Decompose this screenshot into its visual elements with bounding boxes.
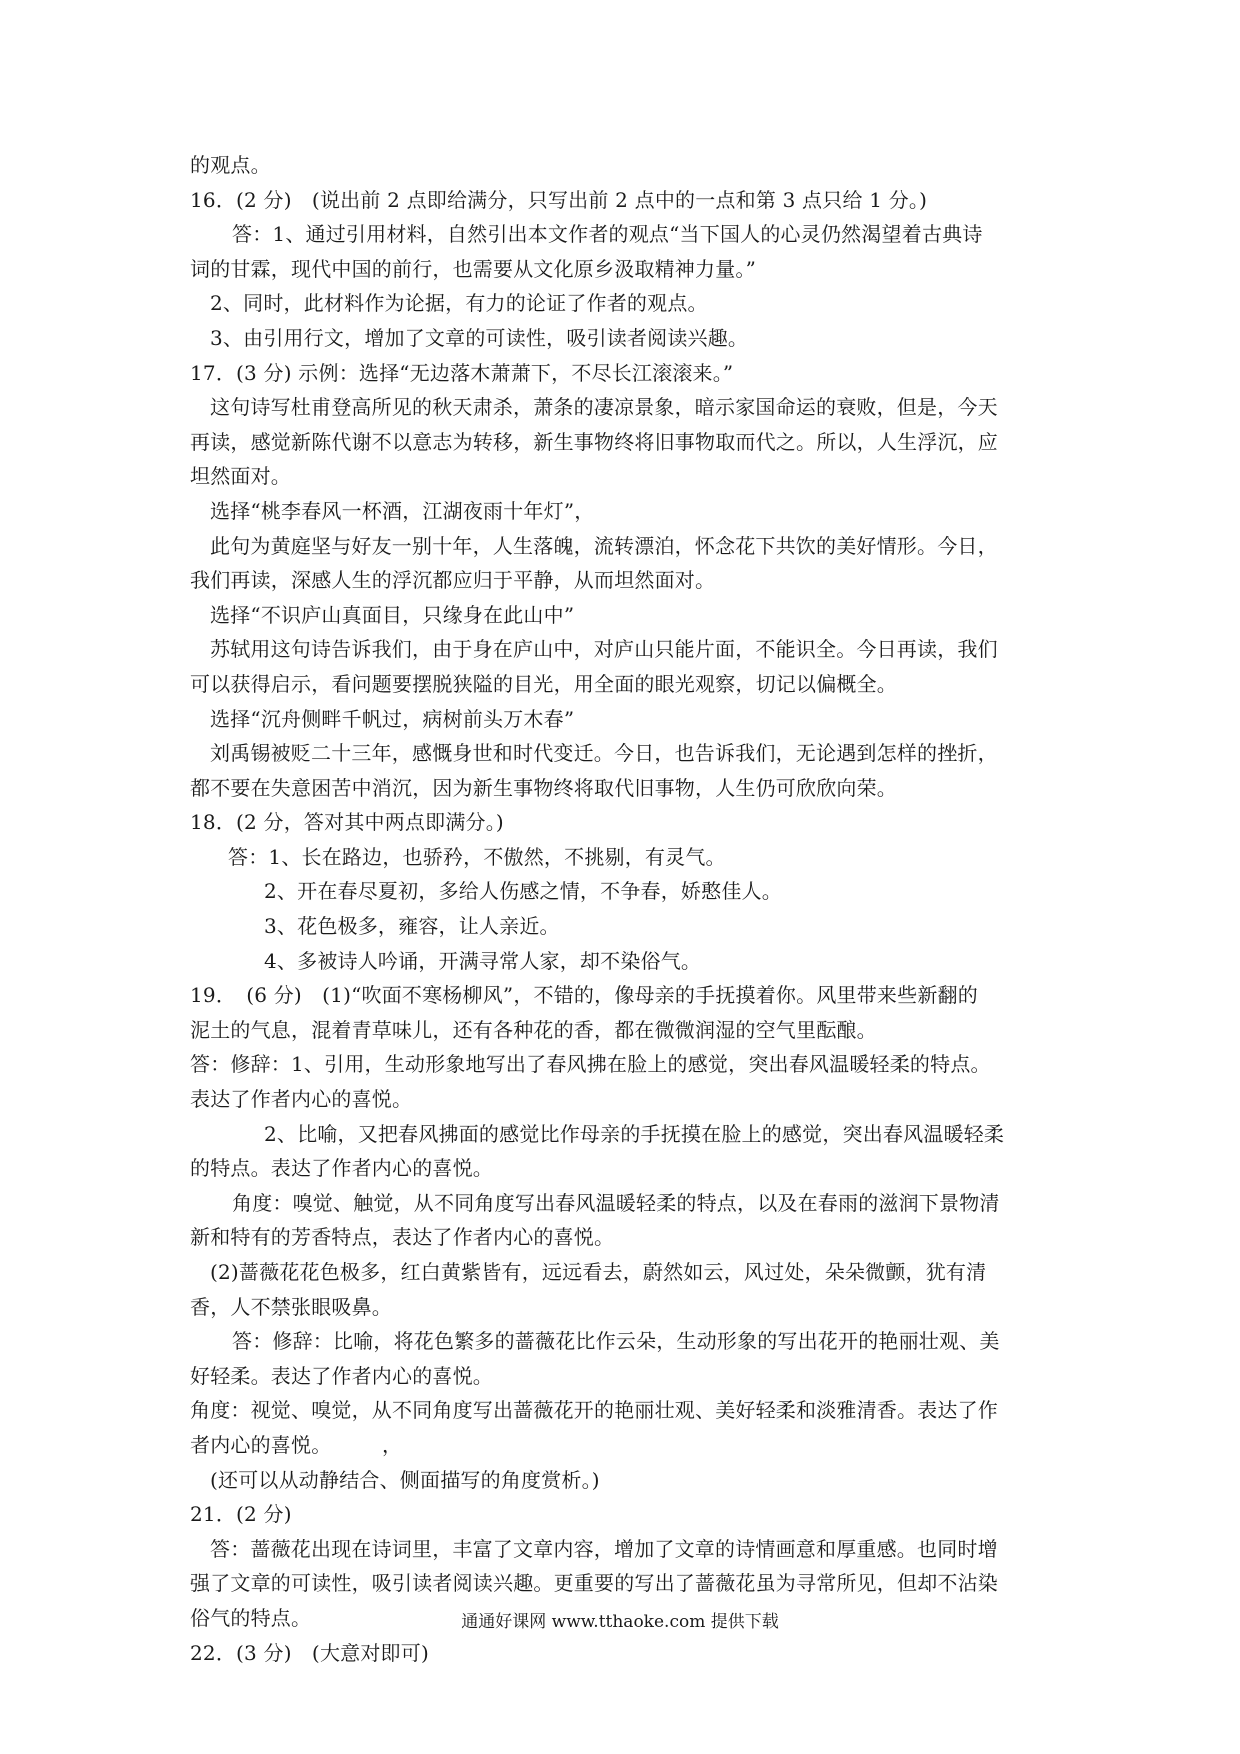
text-line: 17．(3 分) 示例：选择“无边落木萧萧下，不尽长江滚滚来。” [190,360,734,385]
text-line: 刘禹锡被贬二十三年，感慨身世和时代变迁。今日，也告诉我们，无论遇到怎样的挫折， [210,741,998,766]
text-line: 香，人不禁张眼吸鼻。 [190,1294,392,1319]
text-line: 答：修辞：比喻，将花色繁多的蔷薇花比作云朵，生动形象的写出花开的艳丽壮观、美 [232,1329,1000,1354]
text-line: 答：1、长在路边，也骄矜，不傲然，不挑剔，有灵气。 [228,844,726,869]
text-line: 好轻柔。表达了作者内心的喜悦。 [190,1363,493,1388]
text-line: 答：1、通过引用材料，自然引出本文作者的观点“当下国人的心灵仍然渴望着古典诗 [232,222,983,247]
text-line: 2、同时，此材料作为论据，有力的论证了作者的观点。 [210,291,708,316]
answer-key-body [190,148,1070,1670]
text-line: 新和特有的芳香特点，表达了作者内心的喜悦。 [190,1225,615,1250]
text-line: 角度：嗅觉、触觉，从不同角度写出春风温暖轻柔的特点，以及在春雨的滋润下景物清 [232,1190,1000,1215]
text-line: 22．(3 分) (大意对即可) [190,1640,429,1665]
text-line: 2、开在春尽夏初，多给人伤感之情，不争春，娇憨佳人。 [264,879,782,904]
text-line: 选择“不识庐山真面目，只缘身在此山中” [210,602,575,627]
text-line: 都不要在失意困苦中消沉，因为新生事物终将取代旧事物，人生仍可欣欣向荣。 [190,775,897,800]
text-line: 21．(2 分) [190,1502,292,1527]
text-line: 再读，感觉新陈代谢不以意志为转移，新生事物终将旧事物取而代之。所以，人生浮沉，应 [190,429,998,454]
text-line: 此句为黄庭坚与好友一别十年，人生落魄，流转漂泊，怀念花下共饮的美好情形。今日， [210,533,998,558]
text-line: 可以获得启示，看问题要摆脱狭隘的目光，用全面的眼光观察，切记以偏概全。 [190,671,897,696]
text-line: 选择“沉舟侧畔千帆过，病树前头万木春” [210,706,575,731]
text-line: 泥土的气息，混着青草味儿，还有各种花的香，都在微微润湿的空气里酝酿。 [190,1017,877,1042]
text-line: 选择“桃李春风一杯酒，江湖夜雨十年灯”， [210,498,595,523]
text-line: (2)蔷薇花花色极多，红白黄紫皆有，远远看去，蔚然如云，风过处，朵朵微颤，犹有清 [210,1260,987,1284]
text-line: 俗气的特点。 [190,1605,312,1630]
text-line: 2、比喻，又把春风拂面的感觉比作母亲的手抚摸在脸上的感觉，突出春风温暖轻柔 [264,1121,1005,1146]
text-line: 我们再读，深感人生的浮沉都应归于平静，从而坦然面对。 [190,568,716,593]
text-line: 的特点。表达了作者内心的喜悦。 [190,1156,493,1181]
text-line: 3、由引用行文，增加了文章的可读性，吸引读者阅读兴趣。 [210,325,749,350]
text-line: 这句诗写杜甫登高所见的秋天肃杀，萧条的凄凉景象，暗示家国命运的衰败，但是，今天 [210,395,998,420]
text-line: 19． (6 分) (1)“吹面不寒杨柳风”，不错的，像母亲的手抚摸着你。风里带来些新翻的 [190,983,978,1008]
text-line: 者内心的喜悦。 ， [190,1432,403,1457]
text-line: 苏轼用这句诗告诉我们，由于身在庐山中，对庐山只能片面，不能识全。今日再读，我们 [210,637,998,662]
text-line: 4、多被诗人吟诵，开满寻常人家，却不染俗气。 [264,948,702,973]
text-line: 的观点。 [190,153,271,177]
text-line: 角度：视觉、嗅觉，从不同角度写出蔷薇花开的艳丽壮观、美好轻柔和淡雅清香。表达了作 [190,1398,998,1423]
text-line: 强了文章的可读性，吸引读者阅读兴趣。更重要的写出了蔷薇花虽为寻常所见，但却不沾染 [190,1571,998,1596]
text-line: 3、花色极多，雍容，让人亲近。 [264,914,560,939]
text-line: 16．(2 分) (说出前 2 点即给满分，只写出前 2 点中的一点和第 3 点只给 1 分。) [190,187,928,212]
text-line: 18．(2 分，答对其中两点即满分。) [190,810,504,835]
page-footer: 通通好课网 www.tthaoke.com 提供下载 [461,1612,779,1632]
text-line: (还可以从动静结合、侧面描写的角度赏析。) [210,1467,600,1492]
text-line: 答：修辞：1、引用，生动形象地写出了春风拂在脸上的感觉，突出春风温暖轻柔的特点。 [190,1052,991,1077]
text-line: 坦然面对。 [190,464,291,489]
text-line: 表达了作者内心的喜悦。 [190,1087,413,1112]
text-line: 答：蔷薇花出现在诗词里，丰富了文章内容，增加了文章的诗情画意和厚重感。也同时增 [210,1536,998,1561]
text-line: 词的甘霖，现代中国的前行，也需要从文化原乡汲取精神力量。” [190,256,757,281]
